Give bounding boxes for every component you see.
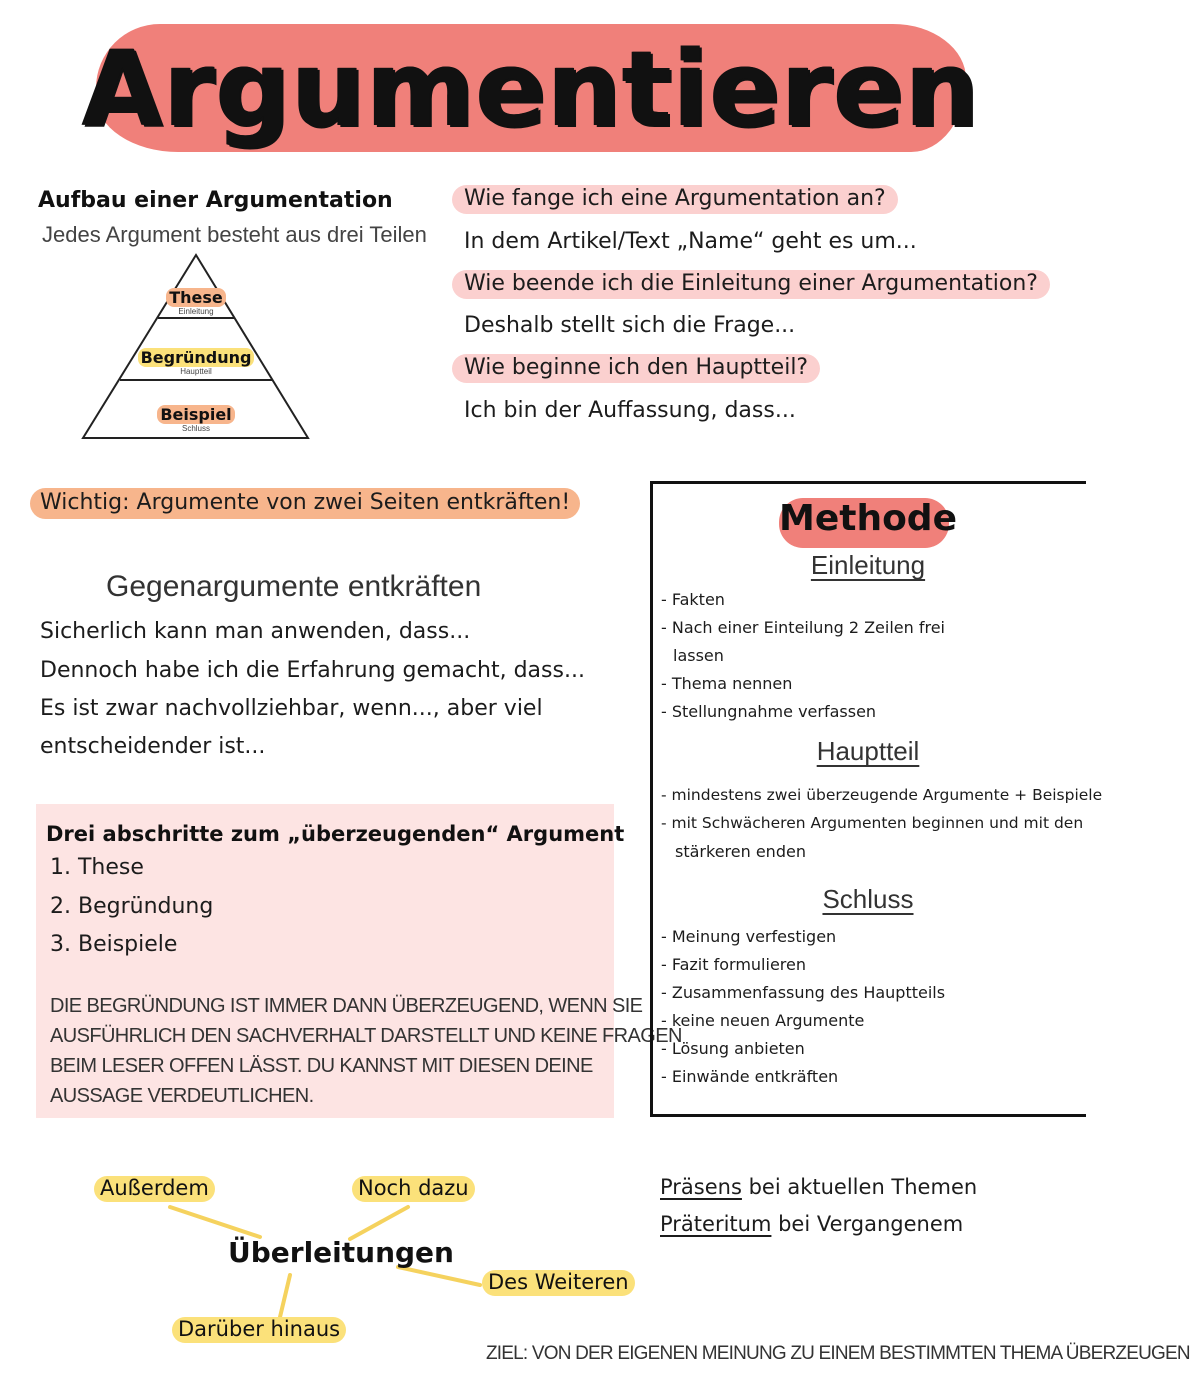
pyramid-level-sub: Einleitung bbox=[178, 307, 214, 316]
einleitung-heading bbox=[653, 550, 1083, 581]
tense-line bbox=[660, 1212, 963, 1236]
ziel-note: ZIEL: VON DER EIGENEN MEINUNG ZU EINEM BESTIMMTEN THEMA ÜBERZEUGEN bbox=[486, 1343, 1190, 1364]
qa-question-text: Wie fange ich eine Argumentation an? bbox=[452, 185, 898, 214]
hauptteil-item: - mit Schwächeren Argumenten beginnen und mit den bbox=[661, 814, 1084, 832]
qa-question bbox=[452, 271, 1050, 296]
drei-step: 3. Beispiele bbox=[50, 932, 178, 957]
pyramid-level-sub: Schluss bbox=[181, 424, 210, 433]
schluss-item: - Meinung verfestigen bbox=[661, 927, 837, 946]
mindmap-node bbox=[172, 1317, 346, 1341]
einleitung-item: - Fakten bbox=[661, 590, 725, 609]
einleitung-item: lassen bbox=[673, 646, 724, 665]
qa-answer: Ich bin der Auffassung, dass... bbox=[464, 398, 796, 423]
einleitung-heading-text: Einleitung bbox=[810, 550, 926, 580]
mindmap-node bbox=[94, 1176, 215, 1200]
hauptteil-item: stärkeren enden bbox=[675, 842, 806, 861]
gegen-line: Es ist zwar nachvollziehbar, wenn..., aber viel bbox=[40, 696, 543, 721]
hauptteil-item: - mindestens zwei überzeugende Argumente + Beispiele bbox=[661, 786, 1103, 804]
connector-darueber-hinaus bbox=[280, 1275, 290, 1317]
wichtig-text: Wichtig: Argumente von zwei Seiten entkräften! bbox=[30, 488, 580, 519]
qa-answer: Deshalb stellt sich die Frage... bbox=[464, 313, 796, 338]
drei-heading: Drei abschritte zum „überzeugenden“ Argument bbox=[46, 822, 625, 846]
methode-box bbox=[650, 481, 1103, 1117]
qa-question bbox=[452, 355, 820, 380]
tense-term: Präteritum bbox=[660, 1212, 772, 1236]
gegen-heading: Gegenargumente entkräften bbox=[106, 570, 482, 603]
wichtig-note bbox=[30, 490, 580, 515]
drei-note-line: AUSSAGE VERDEUTLICHEN. bbox=[50, 1085, 314, 1107]
title-banner bbox=[82, 14, 980, 164]
einleitung-item: - Thema nennen bbox=[661, 674, 793, 693]
drei-step: 2. Begründung bbox=[50, 894, 214, 919]
drei-note-line: AUSFÜHRLICH DEN SACHVERHALT DARSTELLT UND KEINE FRAGEN bbox=[50, 1025, 682, 1047]
einleitung-item: - Nach einer Einteilung 2 Zeilen frei bbox=[661, 618, 945, 637]
pyramid-level-sub: Hauptteil bbox=[180, 367, 212, 376]
mindmap-node bbox=[352, 1176, 475, 1200]
schluss-item: - Fazit formulieren bbox=[661, 955, 806, 974]
schluss-item: - keine neuen Argumente bbox=[661, 1011, 865, 1030]
gegen-line: entscheidender ist... bbox=[40, 734, 266, 759]
schluss-heading bbox=[653, 884, 1083, 915]
pyramid-level-label: Begründung bbox=[138, 348, 255, 367]
tense-line bbox=[660, 1175, 977, 1199]
pyramid-level-these bbox=[126, 288, 266, 316]
connector-noch-dazu bbox=[350, 1207, 408, 1239]
aufbau-subheading: Jedes Argument besteht aus drei Teilen bbox=[42, 222, 427, 247]
qa-question-text: Wie beende ich die Einleitung einer Argumentation? bbox=[452, 270, 1050, 299]
pyramid-level-begruendung bbox=[126, 348, 266, 376]
qa-question bbox=[452, 186, 898, 211]
connector-ausserdem bbox=[170, 1207, 260, 1237]
drei-note-line: DIE BEGRÜNDUNG IST IMMER DANN ÜBERZEUGEND, WENN SIE bbox=[50, 995, 643, 1017]
drei-note-line: BEIM LESER OFFEN LÄSST. DU KANNST MIT DIESEN DEINE bbox=[50, 1055, 593, 1077]
hauptteil-heading-text: Hauptteil bbox=[816, 736, 920, 766]
mindmap-center: Überleitungen bbox=[228, 1236, 454, 1269]
mindmap-node-text: Außerdem bbox=[94, 1176, 215, 1202]
pyramid-level-label: These bbox=[166, 288, 226, 307]
hauptteil-heading bbox=[653, 736, 1083, 767]
mindmap-node-text: Des Weiteren bbox=[482, 1270, 635, 1296]
mindmap-node-text: Darüber hinaus bbox=[172, 1317, 346, 1343]
gegen-line: Sicherlich kann man anwenden, dass... bbox=[40, 619, 471, 644]
qa-question-text: Wie beginne ich den Hauptteil? bbox=[452, 354, 820, 383]
schluss-item: - Einwände entkräften bbox=[661, 1067, 839, 1086]
pyramid-level-beispiel bbox=[126, 405, 266, 433]
aufbau-heading: Aufbau einer Argumentation bbox=[38, 188, 393, 213]
schluss-heading-text: Schluss bbox=[822, 884, 914, 914]
schluss-item: - Zusammenfassung des Hauptteils bbox=[661, 983, 946, 1002]
connector-des-weiteren bbox=[398, 1267, 480, 1285]
page-title: Argumentieren bbox=[82, 28, 980, 150]
gegen-line: Dennoch habe ich die Erfahrung gemacht, dass... bbox=[40, 658, 585, 683]
schluss-item: - Lösung anbieten bbox=[661, 1039, 805, 1058]
pyramid-level-label: Beispiel bbox=[157, 405, 234, 424]
tense-rest: bei Vergangenem bbox=[771, 1212, 964, 1236]
mindmap-node-text: Noch dazu bbox=[352, 1176, 475, 1202]
mindmap-node bbox=[482, 1270, 635, 1294]
einleitung-item: - Stellungnahme verfassen bbox=[661, 702, 877, 721]
drei-step: 1. These bbox=[50, 855, 144, 880]
methode-title: Methode bbox=[779, 498, 957, 539]
qa-answer: In dem Artikel/Text „Name“ geht es um... bbox=[464, 229, 917, 254]
tense-term: Präsens bbox=[660, 1175, 742, 1199]
tense-rest: bei aktuellen Themen bbox=[741, 1175, 978, 1199]
